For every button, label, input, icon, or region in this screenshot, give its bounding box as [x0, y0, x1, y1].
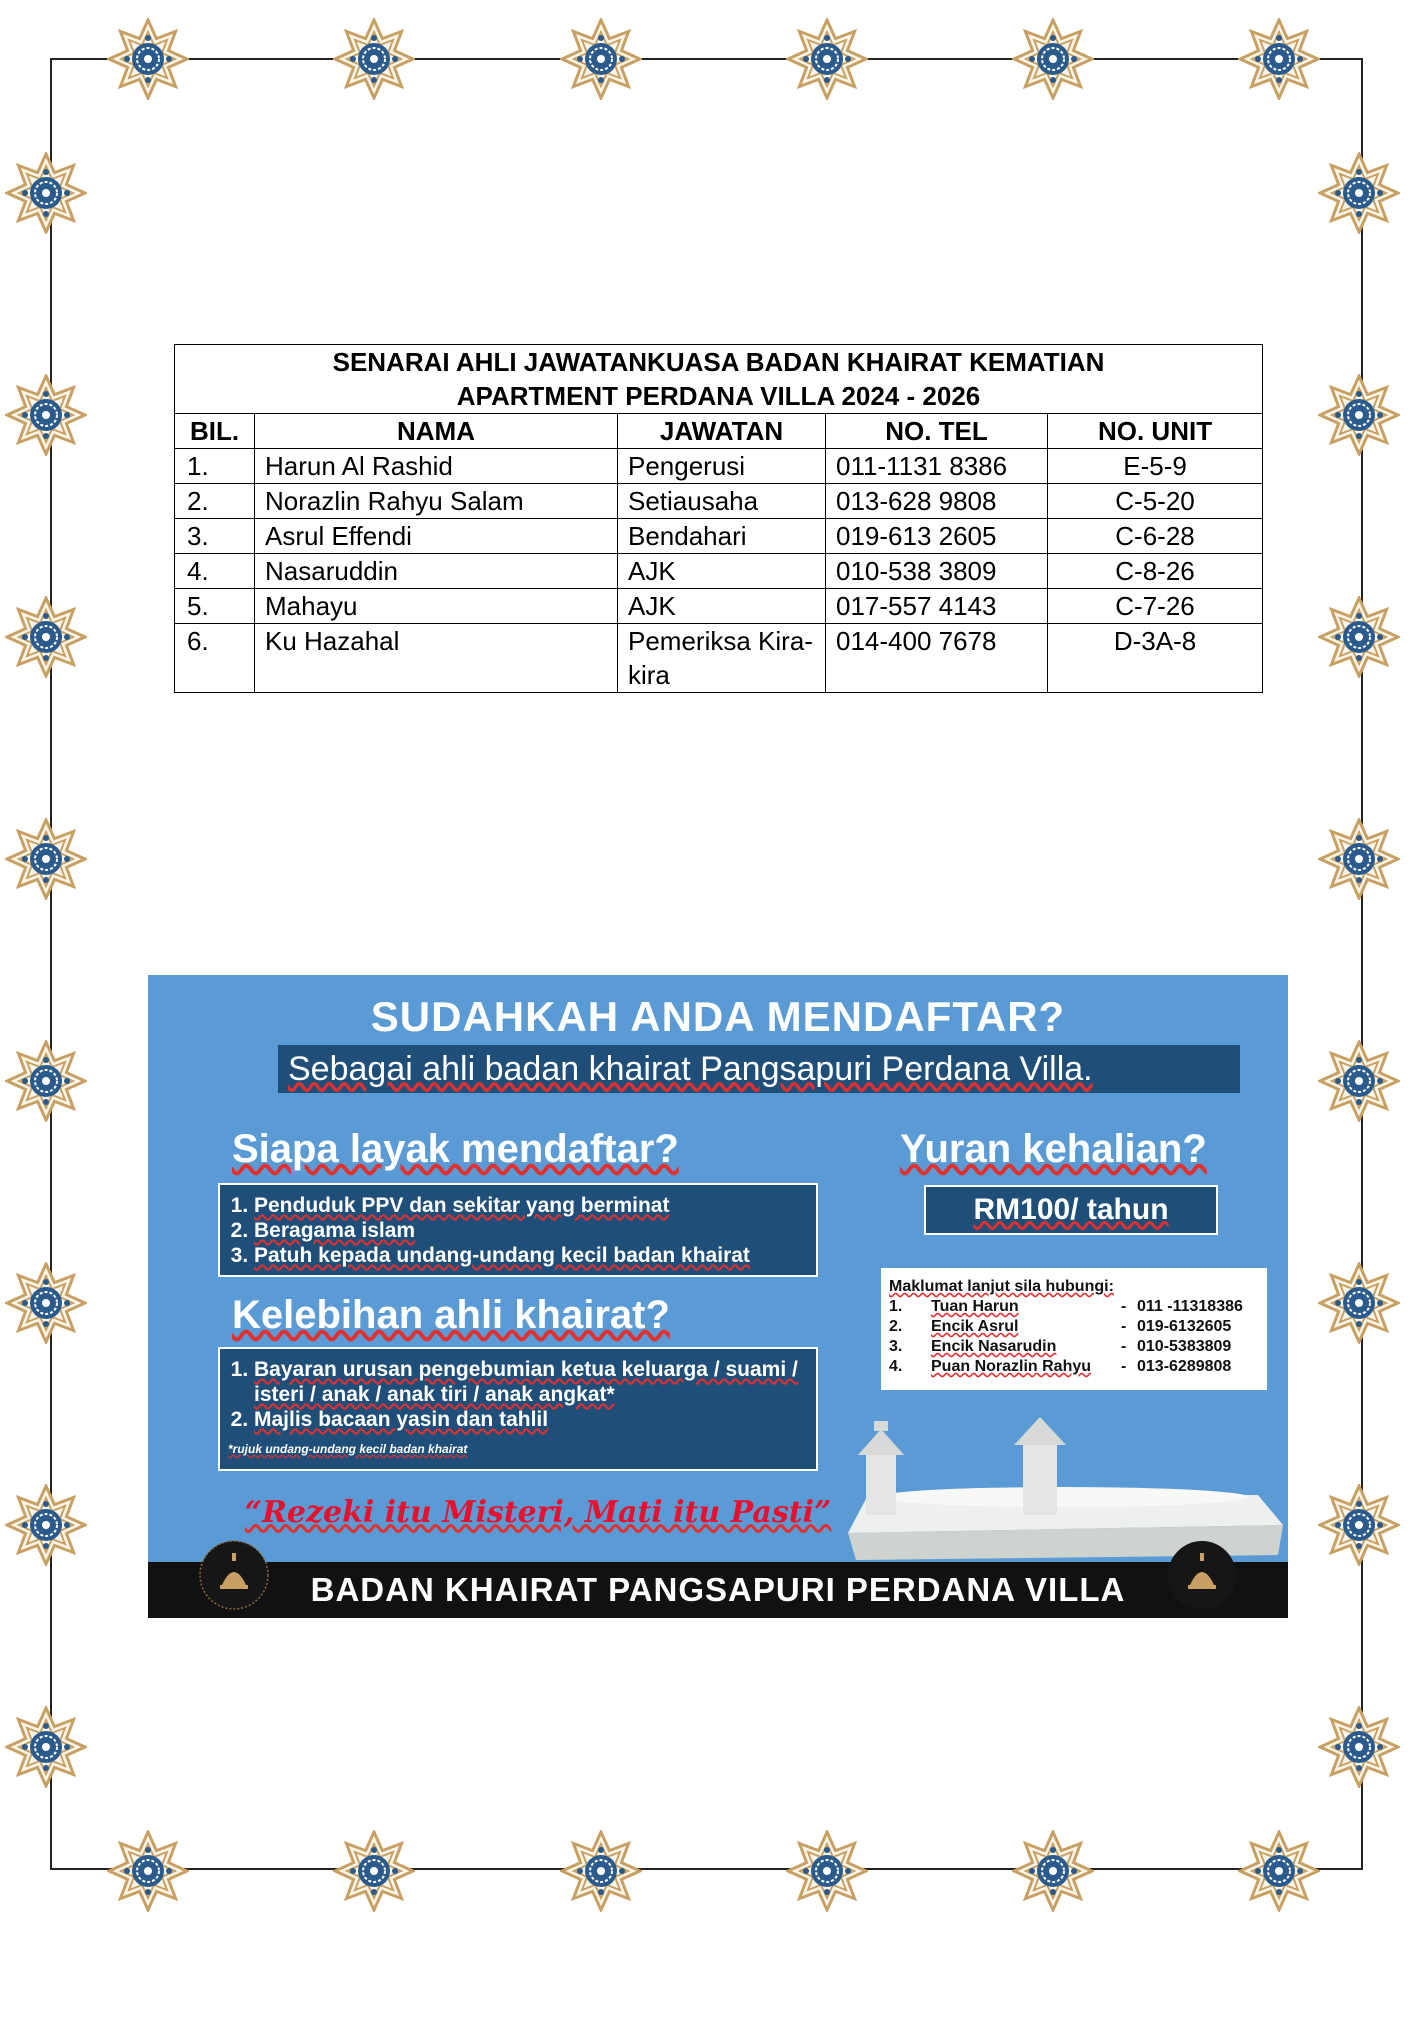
benefits-title: Kelebihan ahli khairat?	[232, 1293, 670, 1337]
contact-phone: 013-6289808	[1137, 1358, 1232, 1375]
table-row	[175, 449, 1263, 484]
cell-no-unit: C-6-28	[1048, 519, 1263, 554]
banner-footer: BADAN KHAIRAT PANGSAPURI PERDANA VILLA	[148, 1562, 1288, 1618]
table-title-line-1: SENARAI AHLI JAWATANKUASA BADAN KHAIRAT KEMATIAN	[332, 347, 1105, 377]
contact-phone: 011 -11318386	[1137, 1298, 1243, 1315]
cell-jawatan: AJK	[618, 589, 826, 624]
banner-headline: SUDAHKAH ANDA MENDAFTAR?	[370, 993, 1066, 1040]
header-no-unit: NO. UNIT	[1048, 414, 1263, 449]
contact-number: 4.	[889, 1358, 903, 1375]
mosque-logo-icon	[1166, 1539, 1238, 1611]
cell-nama: Asrul Effendi	[255, 519, 618, 554]
cell-no-unit: C-5-20	[1048, 484, 1263, 519]
star-ornament-icon	[333, 18, 415, 100]
contact-row: 1. Tuan Harun - 011 -11318386	[889, 1298, 1243, 1315]
banner-subheadline: Sebagai ahli badan khairat Pangsapuri Perdana Villa.	[278, 1045, 1240, 1093]
registration-banner	[148, 975, 1288, 1618]
list-item: 2. Majlis bacaan yasin dan tahlil	[254, 1407, 816, 1432]
star-ornament-icon	[1318, 1040, 1400, 1122]
star-ornament-icon	[1318, 374, 1400, 456]
cell-bil: 4.	[175, 554, 255, 589]
cell-no-tel: 014-400 7678	[826, 624, 1048, 693]
star-ornament-icon	[107, 1830, 189, 1912]
cell-bil: 6.	[175, 624, 255, 693]
star-ornament-icon	[1318, 152, 1400, 234]
cell-nama: Harun Al Rashid	[255, 449, 618, 484]
table-title-line-2: APARTMENT PERDANA VILLA 2024 - 2026	[456, 381, 981, 411]
star-ornament-icon	[1318, 1706, 1400, 1788]
star-ornament-icon	[1318, 1484, 1400, 1566]
cell-jawatan: Setiausaha	[618, 484, 826, 519]
table-title	[175, 345, 1263, 414]
list-item: 2. Beragama islam	[254, 1218, 816, 1243]
cell-bil: 2.	[175, 484, 255, 519]
star-ornament-icon	[5, 374, 87, 456]
eligibility-box	[218, 1183, 818, 1277]
cell-no-tel: 011-1131 8386	[826, 449, 1048, 484]
list-item: 1. Bayaran urusan pengebumian ketua keluarga / suami / isteri / anak / anak tiri / anak angkat*	[254, 1357, 816, 1407]
cell-jawatan: Pemeriksa Kira-kira	[618, 624, 826, 693]
star-ornament-icon	[786, 18, 868, 100]
contact-phone: 010-5383809	[1137, 1338, 1232, 1355]
star-ornament-icon	[333, 1830, 415, 1912]
contact-row: 4. Puan Norazlin Rahyu - 013-6289808	[889, 1358, 1232, 1375]
table-row	[175, 624, 1263, 693]
star-ornament-icon	[5, 1706, 87, 1788]
star-ornament-icon	[5, 1484, 87, 1566]
cell-no-tel: 017-557 4143	[826, 589, 1048, 624]
contact-name: Tuan Harun	[931, 1298, 1019, 1315]
contact-number: 3.	[889, 1338, 903, 1355]
star-ornament-icon	[1318, 818, 1400, 900]
star-ornament-icon	[786, 1830, 868, 1912]
contact-phone: 019-6132605	[1137, 1318, 1232, 1335]
contact-title: Maklumat lanjut sila hubungi:	[889, 1278, 1114, 1295]
star-ornament-icon	[107, 18, 189, 100]
contact-box	[881, 1268, 1267, 1390]
cell-jawatan: Bendahari	[618, 519, 826, 554]
contact-name: Encik Nasarudin	[931, 1338, 1057, 1355]
quote-text: “Rezeki itu Misteri, Mati itu Pasti”	[244, 1495, 832, 1530]
contact-row: 3. Encik Nasarudin - 010-5383809	[889, 1338, 1232, 1355]
cell-no-unit: C-8-26	[1048, 554, 1263, 589]
star-ornament-icon	[1318, 596, 1400, 678]
cell-nama: Nasaruddin	[255, 554, 618, 589]
cell-nama: Mahayu	[255, 589, 618, 624]
table-row	[175, 484, 1263, 519]
star-ornament-icon	[1012, 18, 1094, 100]
header-bil: BIL.	[175, 414, 255, 449]
cell-no-unit: E-5-9	[1048, 449, 1263, 484]
contact-number: 2.	[889, 1318, 903, 1335]
fee-title: Yuran kehalian?	[900, 1127, 1207, 1171]
cell-no-unit: D-3A-8	[1048, 624, 1263, 693]
table-header-row	[175, 414, 1263, 449]
cell-nama: Ku Hazahal	[255, 624, 618, 693]
benefits-note: *rujuk undang-undang kecil badan khairat	[228, 1442, 468, 1456]
cell-no-tel: 010-538 3809	[826, 554, 1048, 589]
contact-number: 1.	[889, 1298, 903, 1315]
list-item: 1. Penduduk PPV dan sekitar yang berminat	[254, 1193, 816, 1218]
star-ornament-icon	[5, 1040, 87, 1122]
benefits-box	[218, 1347, 818, 1471]
contact-name: Encik Asrul	[931, 1318, 1019, 1335]
cell-jawatan: AJK	[618, 554, 826, 589]
cell-bil: 1.	[175, 449, 255, 484]
fee-amount: RM100/ tahun	[924, 1185, 1218, 1235]
star-ornament-icon	[1318, 1262, 1400, 1344]
star-ornament-icon	[1238, 18, 1320, 100]
header-no-tel: NO. TEL	[826, 414, 1048, 449]
cell-no-tel: 013-628 9808	[826, 484, 1048, 519]
contact-row: 2. Encik Asrul - 019-6132605	[889, 1318, 1232, 1335]
eligibility-title: Siapa layak mendaftar?	[232, 1127, 679, 1171]
committee-table	[174, 344, 1263, 693]
header-nama: NAMA	[255, 414, 618, 449]
cell-bil: 5.	[175, 589, 255, 624]
star-ornament-icon	[5, 596, 87, 678]
mosque-logo-icon	[198, 1539, 270, 1611]
star-ornament-icon	[1238, 1830, 1320, 1912]
table-row	[175, 519, 1263, 554]
cell-bil: 3.	[175, 519, 255, 554]
list-item: 3. Patuh kepada undang-undang kecil badan khairat	[254, 1243, 816, 1268]
star-ornament-icon	[560, 1830, 642, 1912]
table-row	[175, 554, 1263, 589]
cell-nama: Norazlin Rahyu Salam	[255, 484, 618, 519]
star-ornament-icon	[1012, 1830, 1094, 1912]
table-row	[175, 589, 1263, 624]
star-ornament-icon	[5, 152, 87, 234]
cell-no-unit: C-7-26	[1048, 589, 1263, 624]
header-jawatan: JAWATAN	[618, 414, 826, 449]
star-ornament-icon	[560, 18, 642, 100]
contact-name: Puan Norazlin Rahyu	[931, 1358, 1092, 1375]
star-ornament-icon	[5, 1262, 87, 1344]
cell-no-tel: 019-613 2605	[826, 519, 1048, 554]
cell-jawatan: Pengerusi	[618, 449, 826, 484]
star-ornament-icon	[5, 818, 87, 900]
